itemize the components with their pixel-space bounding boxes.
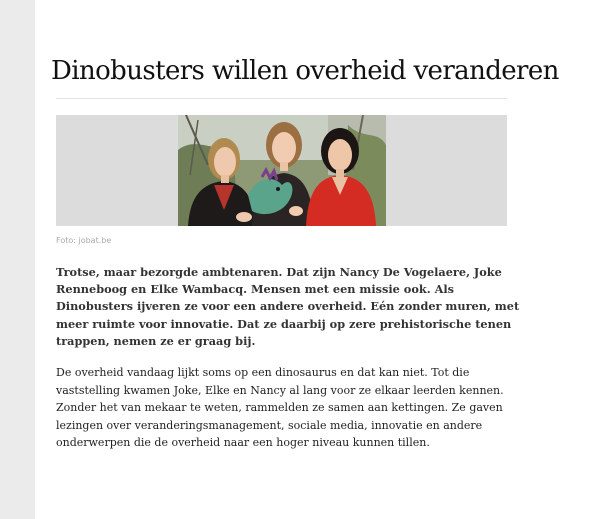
photo-band [56, 115, 507, 226]
article-title: Dinobusters willen overheid veranderen [51, 56, 559, 86]
article [35, 0, 602, 519]
article-lead: Trotse, maar bezorgde ambtenaren. Dat zijn Nancy De Vogelaere, Joke Renneboog en Elke Wambacq. Mensen met een missie ook. Als Dinobusters ijveren ze voor een andere overheid. Eén zonder muren, met meer ruimte voor innovatie. Dat ze daarbij op zere prehistorische tenen trappen, nemen ze er graag bij. [56, 265, 520, 348]
article-body: De overheid vandaag lijkt soms op een dinosaurus en dat kan niet. Tot die vaststelling kwamen Joke, Elke en Nancy al lang voor ze elkaar leerden kennen. Zonder het van mekaar te weten, rammelden ze samen aan kettingen. Ze gaven lezingen over veranderingsmanagement, sociale media, innovatie en andere onderwerpen die de overheid naar een hoger niveau kunnen tillen. [56, 366, 504, 450]
title-divider [56, 98, 507, 99]
article-photo [178, 115, 386, 226]
photo-credit: Foto: jobat.be [56, 236, 112, 245]
left-gutter [0, 0, 35, 519]
